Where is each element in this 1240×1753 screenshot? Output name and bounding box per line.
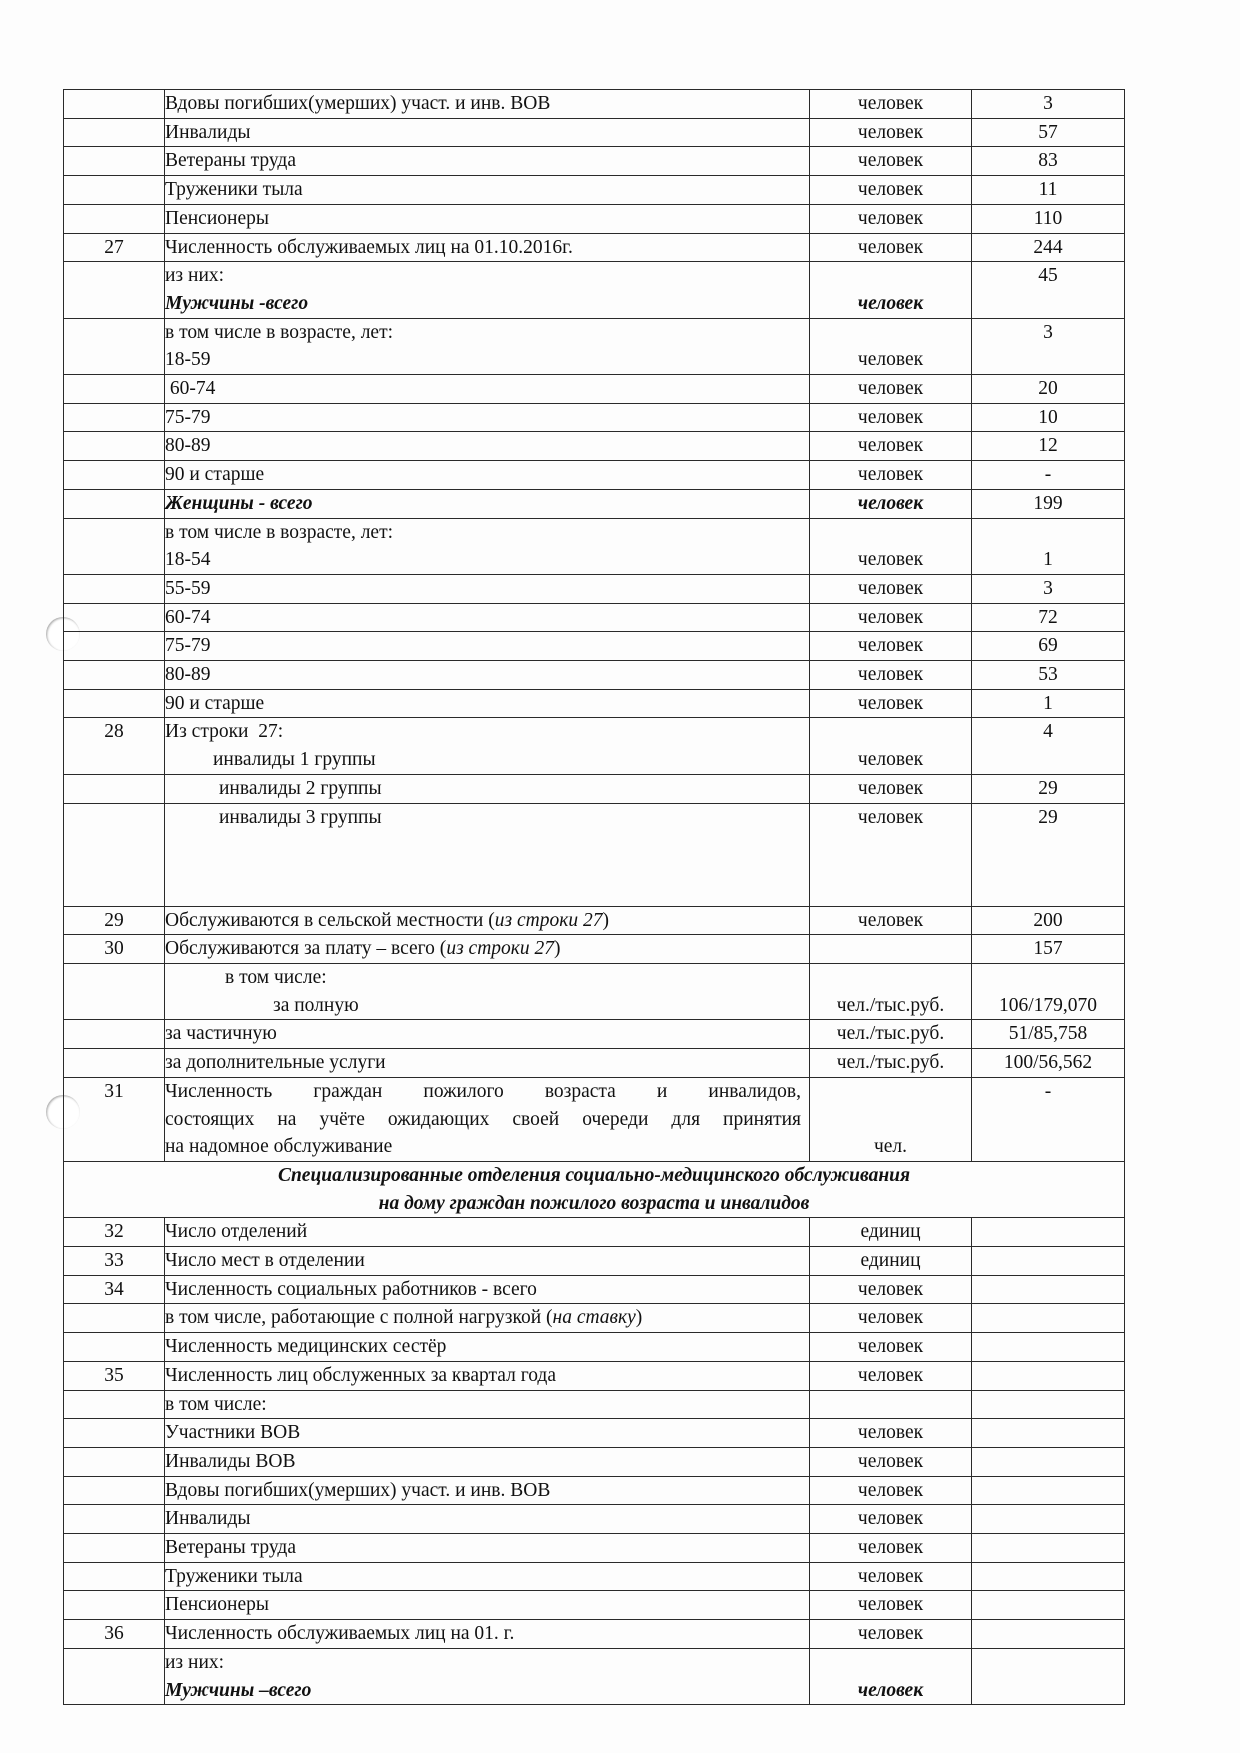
row-label-end: ): [602, 909, 609, 931]
row-unit: человек: [810, 803, 972, 906]
table-row: [64, 1247, 1125, 1276]
table-row: [64, 1020, 1125, 1049]
row-label: 60-74: [165, 378, 216, 400]
row-unit: человек: [810, 1304, 972, 1333]
row-value: 11: [972, 176, 1125, 205]
row-label: Вдовы погибших(умерших) участ. и инв. ВОВ: [165, 1479, 551, 1501]
row-value: 12: [972, 432, 1125, 461]
table-row: [64, 1648, 1125, 1704]
table-row: [64, 1304, 1125, 1333]
table-row: [64, 1333, 1125, 1362]
row-unit: человек: [810, 233, 972, 262]
row-label-men-total: Мужчины -всего: [165, 292, 309, 314]
row-label: Ветераны труда: [165, 1537, 297, 1559]
row-unit: человек: [810, 432, 972, 461]
row-unit: чел.: [810, 1077, 972, 1161]
row-unit: человек: [810, 403, 972, 432]
table-row: [64, 1534, 1125, 1563]
row-value: [972, 1447, 1125, 1476]
row-value: 72: [972, 603, 1125, 632]
row-label: в том числе в возрасте, лет:: [165, 521, 394, 543]
row-unit: [810, 1390, 972, 1419]
row-label: Численность обслуживаемых лиц на 01. г.: [165, 1623, 515, 1645]
table-row: [64, 118, 1125, 147]
row-unit: человек: [810, 574, 972, 603]
row-label: 80-89: [165, 664, 211, 686]
row-value: 57: [972, 118, 1125, 147]
row-label: Численность граждан пожилого возраста и инвалидов,: [165, 1080, 801, 1102]
row-value: 29: [972, 803, 1125, 906]
row-unit: [810, 935, 972, 964]
table-row: [64, 1077, 1125, 1161]
row-value: 3: [972, 574, 1125, 603]
report-table: [63, 89, 1125, 1705]
row-number: 33: [64, 1247, 165, 1276]
table-row: [64, 233, 1125, 262]
row-value: 29: [972, 774, 1125, 803]
row-unit: человек: [810, 718, 972, 774]
row-number: 36: [64, 1620, 165, 1649]
table-row: [64, 1447, 1125, 1476]
row-label: Труженики тыла: [165, 1565, 303, 1587]
row-label-age: 18-54: [165, 549, 211, 571]
row-unit: человек: [810, 1591, 972, 1620]
row-label: за частичную: [165, 1023, 277, 1045]
row-value: 83: [972, 147, 1125, 176]
row-label: за дополнительные услуги: [165, 1052, 386, 1074]
table-row: [64, 1620, 1125, 1649]
row-number: 35: [64, 1361, 165, 1390]
row-label: 75-79: [165, 635, 211, 657]
table-row: [64, 632, 1125, 661]
row-unit: человек: [810, 90, 972, 119]
row-unit: человек: [810, 661, 972, 690]
row-value: [972, 1591, 1125, 1620]
row-value: [972, 1476, 1125, 1505]
row-label: 60-74: [165, 606, 211, 628]
table-row: [64, 1275, 1125, 1304]
row-value: 106/179,070: [972, 963, 1125, 1019]
row-label-ref: из строки 27: [446, 938, 555, 960]
row-unit: человек: [810, 489, 972, 518]
row-value: 200: [972, 906, 1125, 935]
row-value: [972, 1361, 1125, 1390]
row-unit: человек: [810, 1620, 972, 1649]
row-unit: чел./тыс.руб.: [810, 963, 972, 1019]
row-label: 80-89: [165, 435, 211, 457]
table-row: [64, 661, 1125, 690]
row-label: в том числе:: [225, 966, 327, 988]
table-row: [64, 1390, 1125, 1419]
table-row: [64, 603, 1125, 632]
table-row: [64, 176, 1125, 205]
row-number: 28: [64, 718, 165, 774]
row-unit: человек: [810, 204, 972, 233]
row-value: 69: [972, 632, 1125, 661]
row-value: 45: [972, 262, 1125, 318]
row-number: 29: [64, 906, 165, 935]
section-title: Специализированные отделения социально-медицинского обслуживания: [277, 1164, 911, 1186]
section-title-line2: на дому граждан пожилого возраста и инвалидов: [378, 1192, 810, 1214]
row-label: Ветераны труда: [165, 150, 297, 172]
row-label: инвалиды 2 группы: [219, 777, 382, 799]
table-row: [64, 489, 1125, 518]
row-label: Численность медицинских сестёр: [165, 1336, 447, 1358]
row-unit: человек: [810, 518, 972, 574]
row-label: Численность лиц обслуженных за квартал года: [165, 1364, 556, 1386]
table-row: [64, 1361, 1125, 1390]
table-row: [64, 774, 1125, 803]
row-unit: человек: [810, 774, 972, 803]
row-unit: человек: [810, 375, 972, 404]
table-row: [64, 90, 1125, 119]
row-unit: человек: [810, 1447, 972, 1476]
row-unit: человек: [810, 1419, 972, 1448]
row-label: Участники ВОВ: [165, 1422, 301, 1444]
row-label: Пенсионеры: [165, 1594, 269, 1616]
table-row: [64, 403, 1125, 432]
table-row: [64, 963, 1125, 1019]
row-label-sub: за полную: [273, 994, 359, 1016]
row-value: 100/56,562: [972, 1049, 1125, 1078]
table-row: [64, 375, 1125, 404]
row-number: 31: [64, 1077, 165, 1161]
row-value: 4: [972, 718, 1125, 774]
row-label: 90 и старше: [165, 464, 265, 486]
row-label: в том числе в возрасте, лет:: [165, 321, 394, 343]
row-unit: человек: [810, 1361, 972, 1390]
row-label: из них:: [165, 265, 225, 287]
table-row: [64, 574, 1125, 603]
row-unit: человек: [810, 906, 972, 935]
row-label-women-total: Женщины - всего: [165, 492, 313, 514]
row-unit: человек: [810, 1648, 972, 1704]
row-label: Численность социальных работников - всего: [165, 1278, 537, 1300]
table-row: [64, 718, 1125, 774]
row-label: Численность обслуживаемых лиц на 01.10.2016г.: [165, 236, 573, 258]
row-number: 34: [64, 1275, 165, 1304]
row-unit: человек: [810, 1476, 972, 1505]
row-value: 53: [972, 661, 1125, 690]
row-label: Труженики тыла: [165, 179, 303, 201]
row-label: из них:: [165, 1651, 225, 1673]
table-row: [64, 204, 1125, 233]
row-number: 30: [64, 935, 165, 964]
row-label-age: 18-59: [165, 349, 211, 371]
row-value: [972, 1505, 1125, 1534]
row-value: 51/85,758: [972, 1020, 1125, 1049]
row-unit: человек: [810, 1505, 972, 1534]
row-value: [972, 1390, 1125, 1419]
row-label-line3: на надомное обслуживание: [165, 1136, 393, 1158]
row-value: [972, 1534, 1125, 1563]
row-unit: единиц: [810, 1218, 972, 1247]
table-row: [64, 461, 1125, 490]
row-value: 3: [972, 318, 1125, 374]
row-unit: чел./тыс.руб.: [810, 1049, 972, 1078]
table-row: [64, 1049, 1125, 1078]
row-value: 157: [972, 935, 1125, 964]
table-row: [64, 803, 1125, 906]
row-unit: человек: [810, 461, 972, 490]
row-value: [972, 1648, 1125, 1704]
row-label-end: ): [635, 1307, 643, 1329]
table-row: [64, 1218, 1125, 1247]
row-label: Обслуживаются за плату – всего (: [165, 938, 447, 960]
row-label: Число мест в отделении: [165, 1250, 365, 1272]
table-row: [64, 1505, 1125, 1534]
row-unit: человек: [810, 262, 972, 318]
row-label: 75-79: [165, 406, 211, 428]
row-unit: человек: [810, 1275, 972, 1304]
row-label: в том числе, работающие с полной нагрузкой (: [165, 1307, 553, 1329]
table-row: [64, 318, 1125, 374]
table-row: [64, 1476, 1125, 1505]
row-value: 1: [972, 689, 1125, 718]
row-unit: единиц: [810, 1247, 972, 1276]
row-label: Обслуживаются в сельской местности: [165, 909, 489, 931]
row-label: в том числе:: [165, 1393, 267, 1415]
row-unit: человек: [810, 1562, 972, 1591]
row-value: [972, 1333, 1125, 1362]
row-value: [972, 1247, 1125, 1276]
table-row: [64, 1591, 1125, 1620]
row-value: [972, 1562, 1125, 1591]
row-label: Инвалиды: [165, 121, 251, 143]
row-value: [972, 1419, 1125, 1448]
row-number: 27: [64, 233, 165, 262]
row-label: инвалиды 3 группы: [219, 806, 382, 828]
row-unit: человек: [810, 318, 972, 374]
row-label: Из строки 27:: [165, 721, 284, 743]
table-row: [64, 262, 1125, 318]
row-label-ref: из строки 27: [494, 909, 603, 931]
table-row: [64, 1419, 1125, 1448]
table-row: [64, 518, 1125, 574]
row-value: [972, 1275, 1125, 1304]
row-label: 90 и старше: [165, 692, 265, 714]
row-value: [972, 1218, 1125, 1247]
table-row: [64, 432, 1125, 461]
row-value: 3: [972, 90, 1125, 119]
row-value: 1: [972, 518, 1125, 574]
row-unit: человек: [810, 603, 972, 632]
row-value: [972, 1620, 1125, 1649]
row-label: Вдовы погибших(умерших) участ. и инв. ВОВ: [165, 93, 551, 114]
table-row: [64, 147, 1125, 176]
row-label-men-total: Мужчины –всего: [165, 1679, 312, 1701]
row-label-end: ): [554, 938, 561, 960]
row-value: 244: [972, 233, 1125, 262]
row-number: 32: [64, 1218, 165, 1247]
row-value: 10: [972, 403, 1125, 432]
row-unit: человек: [810, 632, 972, 661]
row-label-line2: состоящих на учёте ожидающих своей очереди для принятия: [165, 1108, 801, 1130]
row-value: 20: [972, 375, 1125, 404]
row-unit: человек: [810, 1333, 972, 1362]
row-value: -: [972, 1077, 1125, 1161]
row-label-ref: на ставку: [552, 1307, 636, 1329]
section-header-row: [64, 1161, 1125, 1217]
row-label: Число отделений: [165, 1221, 308, 1243]
table-row: 29 Обслуживаются в сельской местности (из строки 27) человек 200: [64, 906, 1125, 935]
row-unit: человек: [810, 1534, 972, 1563]
row-label: 55-59: [165, 577, 211, 599]
row-label: Инвалиды ВОВ: [165, 1450, 296, 1472]
row-label-sub: инвалиды 1 группы: [213, 749, 376, 771]
row-unit: человек: [810, 147, 972, 176]
table-row: [64, 935, 1125, 964]
row-unit: человек: [810, 118, 972, 147]
row-unit: чел./тыс.руб.: [810, 1020, 972, 1049]
row-value: [972, 1304, 1125, 1333]
row-label: Пенсионеры: [165, 207, 269, 229]
row-value: 110: [972, 204, 1125, 233]
table-row: [64, 689, 1125, 718]
row-unit: человек: [810, 689, 972, 718]
row-value: -: [972, 461, 1125, 490]
table-row: [64, 1562, 1125, 1591]
row-unit: человек: [810, 176, 972, 205]
row-label: Инвалиды: [165, 1508, 251, 1530]
row-value: 199: [972, 489, 1125, 518]
